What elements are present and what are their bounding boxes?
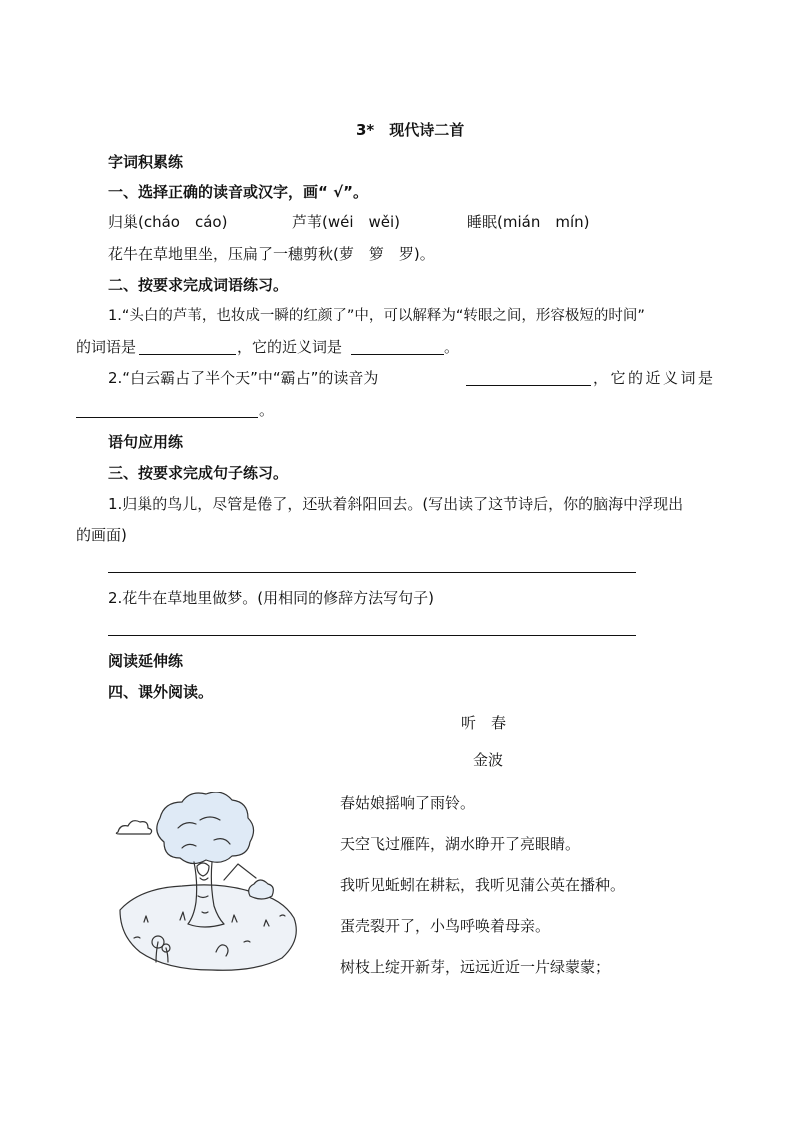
question-2-item-1-line-1: 1.“头白的芦苇，也妆成一瞬的红颜了”中，可以解释为“转眼之间，形容极短的时间” [108, 308, 645, 324]
question-4-title: 四、课外阅读。 [108, 683, 214, 701]
question-2-item-1-line-2-c: 。 [444, 338, 460, 356]
question-2-item-1-line-2-b: ，它的近义词是 [237, 338, 343, 356]
section-heading-sentences: 语句应用练 [108, 433, 184, 451]
poem-line-4: 蛋壳裂开了，小鸟呼唤着母亲。 [340, 917, 551, 935]
poem-line-1: 春姑娘摇响了雨铃。 [340, 794, 476, 812]
page-title: 3* 现代诗二首 [356, 121, 465, 139]
poem-line-2: 天空飞过雁阵，湖水睁开了亮眼睛。 [340, 835, 581, 853]
answer-blank-1[interactable] [139, 354, 236, 355]
question-2-item-2-line-1-b: ，它的近义词是 [593, 369, 716, 387]
question-1-item-a: 归巢(cháo cáo) [108, 213, 228, 231]
question-1-item-b: 芦苇(wéi wěi) [292, 213, 401, 231]
answer-line-1[interactable] [108, 572, 636, 573]
question-2-title: 二、按要求完成词语练习。 [108, 276, 289, 294]
poem-author: 金波 [473, 751, 504, 769]
question-3-item-1-line-2: 的画面) [76, 526, 127, 544]
section-heading-reading: 阅读延伸练 [108, 652, 184, 670]
question-3-item-2: 2.花牛在草地里做梦。(用相同的修辞方法写句子) [108, 589, 435, 607]
question-1-item-d: 花牛在草地里坐，压扁了一穗剪秋(萝 箩 罗)。 [108, 245, 435, 263]
poem-line-5: 树枝上绽开新芽，远远近近一片绿蒙蒙； [340, 958, 611, 976]
question-1-title: 一、选择正确的读音或汉字，画“ √”。 [108, 183, 368, 201]
tree-on-hill-illustration [104, 792, 300, 972]
poem-line-3: 我听见蚯蚓在耕耘，我听见蒲公英在播种。 [340, 876, 626, 894]
answer-blank-2[interactable] [351, 354, 444, 355]
section-heading-vocab: 字词积累练 [108, 153, 184, 171]
question-1-item-c: 睡眠(mián mín) [467, 213, 590, 231]
answer-line-2[interactable] [108, 635, 636, 636]
question-2-item-2-line-1-a: 2.“白云霸占了半个天”中“霸占”的读音为 [108, 369, 379, 387]
question-2-item-2-line-2-end: 。 [259, 401, 275, 419]
question-3-item-1-line-1: 1.归巢的鸟儿，尽管是倦了，还驮着斜阳回去。(写出读了这节诗后，你的脑海中浮现出 [108, 495, 684, 513]
question-3-title: 三、按要求完成句子练习。 [108, 464, 289, 482]
answer-blank-4[interactable] [76, 417, 258, 418]
poem-title: 听 春 [461, 714, 507, 732]
question-2-item-1-line-2-a: 的词语是 [76, 338, 137, 356]
answer-blank-3[interactable] [466, 385, 591, 386]
